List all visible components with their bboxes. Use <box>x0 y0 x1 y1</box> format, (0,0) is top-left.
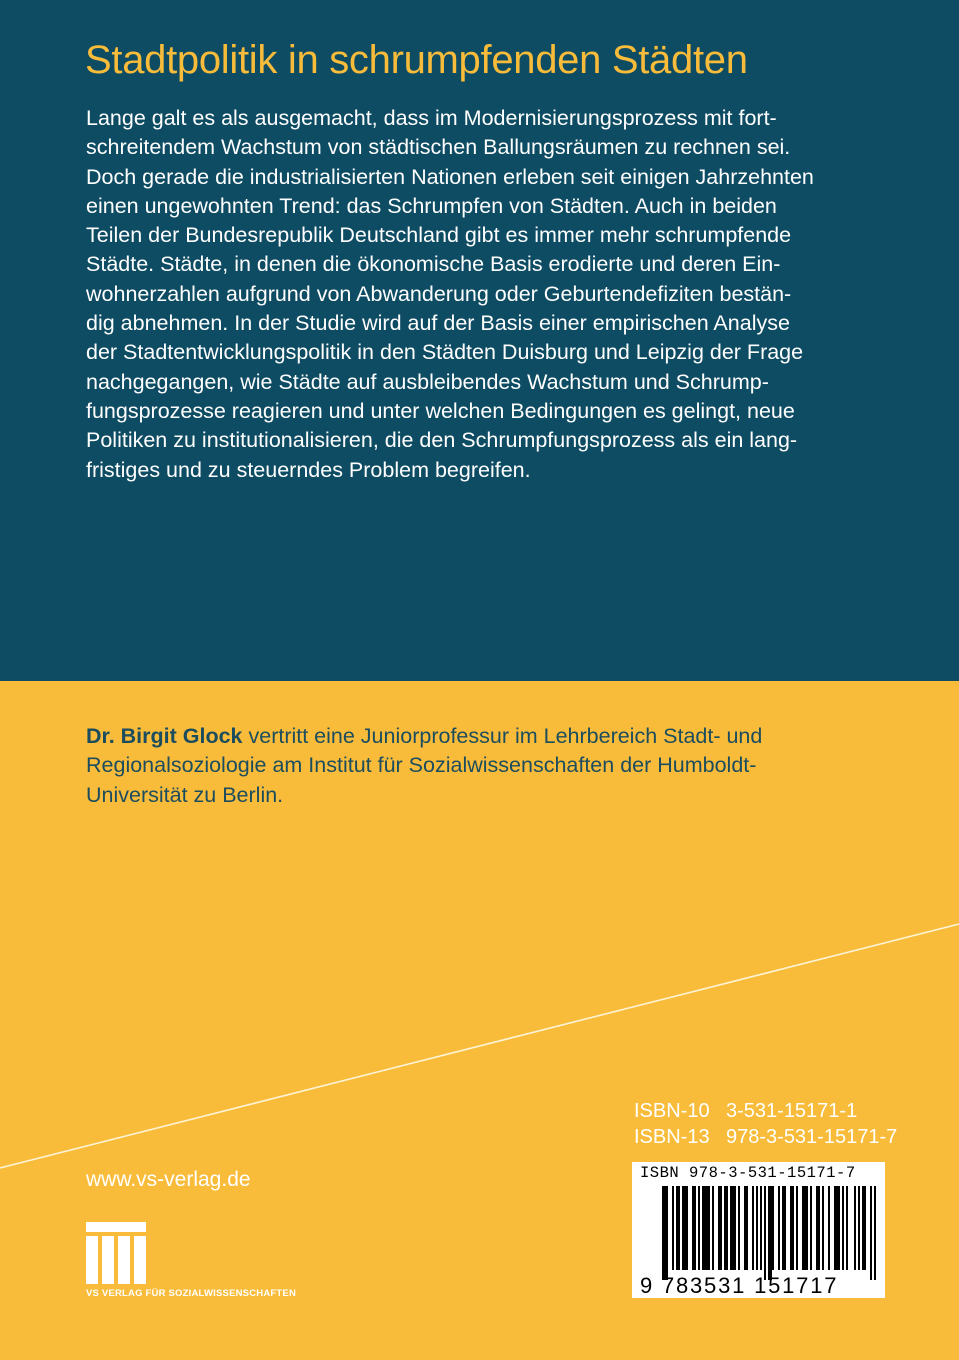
blurb-line: Doch gerade die industrialisierten Nationen erleben seit einigen Jahrzehnten <box>86 164 814 189</box>
blurb-line: Lange galt es als ausgemacht, dass im Modernisierungsprozess mit fort- <box>86 106 777 130</box>
barcode-bar <box>838 1186 840 1270</box>
blurb-line: fungsprozesse reagieren und unter welchen Bedingungen es gelingt, neue <box>86 398 795 423</box>
barcode-bar <box>802 1186 804 1270</box>
author-bio-line3: Universität zu Berlin. <box>86 782 284 807</box>
isbn10-label: ISBN-10 <box>634 1100 710 1122</box>
barcode-bar <box>738 1186 740 1270</box>
barcode-bar <box>708 1186 710 1270</box>
blurb-line: wohnerzahlen aufgrund von Abwanderung oder Geburtendefiziten bestän- <box>86 281 792 306</box>
barcode-bar <box>828 1186 830 1270</box>
barcode-bar <box>718 1186 720 1270</box>
blurb-line: Teilen der Bundesrepublik Deutschland gibt es immer mehr schrumpfende <box>86 223 792 248</box>
isbn10-value: 3-531-15171-1 <box>726 1100 858 1122</box>
author-bio-line1: vertritt eine Juniorprofessur im Lehrbereich Stadt- und <box>242 724 763 748</box>
barcode-bar <box>842 1186 844 1270</box>
blurb-line: nachgegangen, wie Städte auf ausbleibendes Wachstum und Schrump- <box>86 369 769 394</box>
barcode-bar <box>796 1186 798 1270</box>
blurb-line: fristiges und zu steuerndes Problem begreifen. <box>86 457 531 482</box>
barcode-bar <box>720 1186 722 1270</box>
barcode-bar <box>864 1186 866 1270</box>
barcode-bar <box>704 1186 706 1270</box>
barcode-bar <box>672 1186 674 1270</box>
blurb-line: Städte. Städte, in denen die ökonomische Basis erodierte und deren Ein- <box>86 252 781 277</box>
barcode-bar <box>862 1186 864 1270</box>
isbn13-label: ISBN-13 <box>634 1126 710 1148</box>
barcode-bar <box>752 1186 754 1270</box>
barcode-bar <box>678 1186 680 1270</box>
publisher-website: www.vs-verlag.de <box>86 1168 251 1191</box>
barcode-bar <box>768 1186 770 1280</box>
barcode-bar <box>816 1186 818 1270</box>
barcode-bar <box>756 1186 758 1270</box>
blurb-line: schreitendem Wachstum von städtischen Ballungsräumen zu rechnen sei. <box>86 135 791 160</box>
isbn-block <box>634 1098 897 1150</box>
barcode-bar <box>706 1186 708 1270</box>
barcode-bar <box>834 1186 836 1270</box>
author-name: Dr. Birgit Glock <box>86 724 243 748</box>
barcode-bar <box>804 1186 806 1270</box>
publisher-logo-icon <box>86 1222 146 1284</box>
barcode-bar <box>684 1186 686 1270</box>
barcode-bar <box>836 1186 838 1270</box>
book-title: Stadtpolitik in schrumpfenden Städten <box>85 38 748 82</box>
barcode-bar <box>784 1186 786 1270</box>
blurb-line: einen ungewohnten Trend: das Schrumpfen von Städten. Auch in beiden <box>86 193 777 218</box>
barcode-bar <box>712 1186 714 1270</box>
isbn13-value: 978-3-531-15171-7 <box>726 1126 898 1148</box>
barcode-bar <box>854 1186 856 1270</box>
barcode-bar <box>664 1186 666 1280</box>
barcode-bar <box>730 1186 732 1270</box>
barcode-bar <box>692 1186 694 1270</box>
barcode-bar <box>734 1186 736 1270</box>
author-bio <box>86 722 886 810</box>
barcode-bar <box>822 1186 824 1270</box>
book-blurb <box>86 104 886 485</box>
barcode-bar <box>792 1186 794 1270</box>
publisher-logo-text: VS VERLAG FÜR SOZIALWISSENSCHAFTEN <box>86 1288 297 1299</box>
barcode-bar <box>806 1186 808 1270</box>
barcode-bar <box>870 1186 872 1280</box>
barcode-bar <box>662 1186 664 1280</box>
barcode-bar <box>810 1186 812 1270</box>
barcode-bar <box>846 1186 848 1270</box>
barcode <box>632 1162 885 1298</box>
barcode-bar <box>702 1186 704 1270</box>
barcode-bar <box>732 1186 734 1270</box>
barcode-bar <box>874 1186 876 1280</box>
barcode-bar <box>772 1186 774 1270</box>
barcode-bar <box>782 1186 784 1270</box>
barcode-bar <box>726 1186 728 1270</box>
barcode-bar <box>760 1186 762 1270</box>
barcode-bar <box>724 1186 726 1270</box>
barcode-bar <box>744 1186 746 1270</box>
barcode-bar <box>770 1186 772 1280</box>
author-bio-line2: Regionalsoziologie am Institut für Sozialwissenschaften der Humboldt- <box>86 753 757 778</box>
blurb-line: der Stadtentwicklungspolitik in den Städten Duisburg und Leipzig der Frage <box>86 340 804 365</box>
barcode-bar <box>698 1186 700 1270</box>
barcode-bar <box>686 1186 688 1270</box>
barcode-bar <box>682 1186 684 1270</box>
barcode-bar <box>790 1186 792 1270</box>
blurb-line: dig abnehmen. In der Studie wird auf der Basis einer empirischen Analyse <box>86 311 790 336</box>
barcode-bar <box>858 1186 860 1270</box>
barcode-bar <box>746 1186 748 1270</box>
barcode-bar <box>778 1186 780 1270</box>
barcode-bar <box>764 1186 766 1280</box>
blurb-line: Politiken zu institutionalisieren, die den Schrumpfungsprozess als ein lang- <box>86 428 798 453</box>
barcode-bar <box>694 1186 696 1270</box>
barcode-bar <box>818 1186 820 1270</box>
barcode-bar <box>666 1186 668 1280</box>
barcode-digits: 9 783531 151717 <box>640 1273 839 1298</box>
barcode-isbn-text: ISBN 978-3-531-15171-7 <box>640 1164 856 1182</box>
barcode-bar <box>676 1186 678 1270</box>
